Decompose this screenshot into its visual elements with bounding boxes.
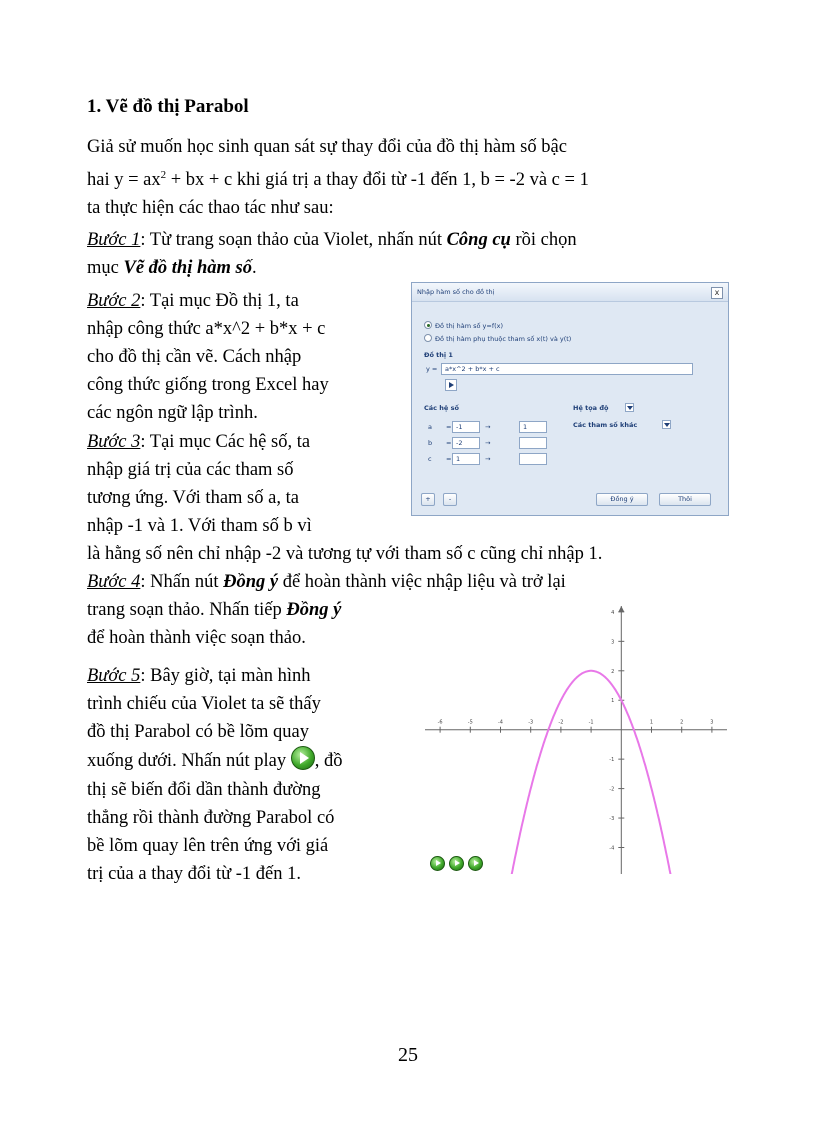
dialog-title: Nhập hàm số cho đồ thị: [417, 288, 495, 296]
step4-label: Bước 4: [87, 572, 141, 592]
y-tick-label: -4: [609, 845, 615, 852]
coordinate-dropdown-icon[interactable]: [625, 403, 634, 412]
coef-c-to[interactable]: [519, 453, 547, 465]
formula-input[interactable]: a*x^2 + b*x + c: [441, 363, 693, 375]
coordinate-system-label: Hệ tọa độ: [573, 404, 609, 412]
play-control-1-icon[interactable]: [430, 856, 445, 871]
step3-paragraph: Bước 3: Tại mục Các hệ số, ta nhập giá trị của các tham số tương ứng. Với tham số a, ta nhập -1 và 1. Với tham số b vì: [87, 432, 312, 536]
section-title: 1. Vẽ đồ thị Parabol: [87, 96, 249, 117]
x-tick-label: -6: [437, 719, 443, 726]
other-params-dropdown-icon[interactable]: [662, 420, 671, 429]
play-control-3-icon[interactable]: [468, 856, 483, 871]
step1-label: Bước 1: [87, 230, 141, 250]
step5-label: Bước 5: [87, 666, 141, 686]
coef-b-from[interactable]: -2: [452, 437, 480, 449]
intro-line-3: ta thực hiện các thao tác như sau:: [87, 198, 334, 219]
step3-full-line: là hằng số nên chỉ nhập -2 và tương tự với tham số c cũng chỉ nhập 1.: [87, 544, 603, 564]
radio-function-yfx[interactable]: Đồ thị hàm số y=f(x): [424, 321, 503, 330]
page-number: 25: [398, 1044, 418, 1066]
step2-label: Bước 2: [87, 291, 141, 311]
intro-paragraph: [87, 133, 727, 222]
add-button[interactable]: +: [421, 493, 435, 506]
x-tick-label: -1: [588, 719, 594, 726]
x-tick-label: -2: [558, 719, 564, 726]
y-tick-label: -3: [609, 816, 615, 823]
y-tick-label: 2: [611, 668, 615, 675]
play-icon: [291, 746, 315, 770]
coef-b-to[interactable]: [519, 437, 547, 449]
y-tick-label: -2: [609, 786, 615, 793]
dialog-titlebar: [412, 283, 728, 302]
graph-label: Đồ thị 1: [424, 351, 453, 359]
intro-line-1: Giả sử muốn học sinh quan sát sự thay đổi của đồ thị hàm số bậc: [87, 137, 567, 157]
function-input-dialog: Nhập hàm số cho đồ thị x Đồ thị hàm số y=f(x) Đồ thị hàm phụ thuộc tham số x(t) và y(t) Đồ thị 1 y = a*x^2 + b*x + c Các hệ số Hệ tọa độ Các tham số khác a = -1 → 1 b = -2 → c = 1 → + - Đồng ý Thôi: [411, 282, 729, 516]
x-tick-label: 3: [710, 719, 714, 726]
close-icon[interactable]: x: [711, 287, 723, 299]
other-params-label: Các tham số khác: [573, 421, 638, 429]
y-tick-label: -1: [609, 757, 615, 764]
intro-line-2: hai $y = ax^2$ + bx + c khi giá trị a thay đổi từ -1 đến 1, b = -2 và c = 1: [87, 169, 589, 191]
y-label: y =: [426, 365, 438, 373]
step5-paragraph: Bước 5: Bây giờ, tại màn hình trình chiếu của Violet ta sẽ thấy đồ thị Parabol có bề lõm quay xuống dưới. Nhấn nút play , đồ thị sẽ biến đổi dần thành đường thẳng rồi thành đường Parabol có bề lõm quay lên trên ứng với giá trị của a thay đổi từ -1 đến 1.: [87, 666, 343, 884]
x-tick-label: 1: [649, 719, 654, 726]
x-tick-label: -5: [467, 719, 473, 726]
coef-a-to[interactable]: 1: [519, 421, 547, 433]
remove-button[interactable]: -: [443, 493, 457, 506]
coef-a-from[interactable]: -1: [452, 421, 480, 433]
y-axis-arrow: [618, 606, 624, 612]
cancel-button[interactable]: Thôi: [659, 493, 711, 506]
step4-paragraph: Bước 4: Nhấn nút Đồng ý để hoàn thành việc nhập liệu và trở lại trang soạn thảo. Nhấn tiếp Đồng ý để hoàn thành việc soạn thảo.: [87, 572, 566, 648]
x-tick-label: -4: [498, 719, 503, 726]
play-control-2-icon[interactable]: [449, 856, 464, 871]
x-tick-label: -3: [528, 719, 534, 726]
coef-c-from[interactable]: 1: [452, 453, 480, 465]
radio-parametric[interactable]: Đồ thị hàm phụ thuộc tham số x(t) và y(t): [424, 334, 571, 343]
parabola-curve: [510, 668, 673, 874]
y-tick-label: 1: [611, 698, 615, 705]
y-tick-label: 3: [611, 639, 615, 646]
coefficients-label: Các hệ số: [424, 404, 459, 412]
ok-button[interactable]: Đồng ý: [596, 493, 648, 506]
x-tick-label: 2: [680, 719, 684, 726]
parabola-graph: [425, 606, 727, 874]
play-preview-icon[interactable]: [445, 379, 457, 391]
step2-paragraph: Bước 2: Tại mục Đồ thị 1, ta nhập công thức a*x^2 + b*x + c cho đồ thị cần vẽ. Cách nhập công thức giống trong Excel hay các ngôn ngữ lập trình.: [87, 291, 329, 423]
step3-label: Bước 3: [87, 432, 141, 452]
step1-paragraph: Bước 1: Từ trang soạn thảo của Violet, nhấn nút Công cụ rồi chọn mục Vẽ đồ thị hàm số.: [87, 230, 577, 278]
y-tick-label: 4: [611, 609, 615, 616]
